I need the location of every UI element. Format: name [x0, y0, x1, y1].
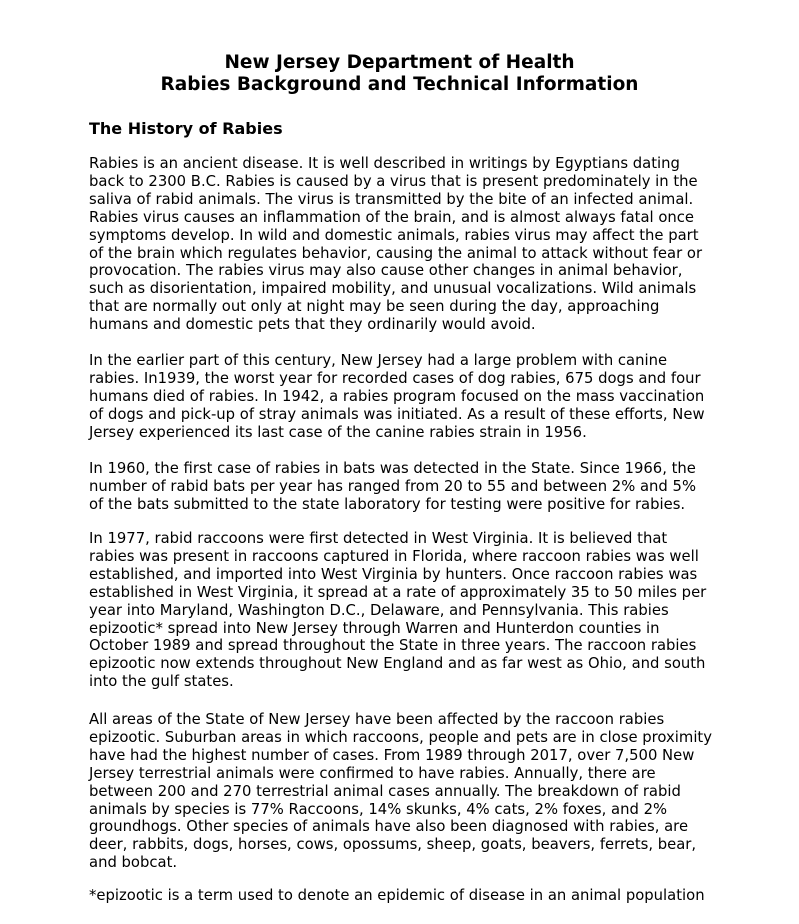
text-line: epizootic now extends throughout New England and as far west as Ohio, and south [89, 655, 706, 673]
text-line: All areas of the State of New Jersey have been affected by the raccoon rabies [89, 711, 665, 728]
text-line: provocation. The rabies virus may also cause other changes in animal behavior, [89, 262, 683, 280]
text-line: Rabies virus causes an inflammation of the brain, and is almost always fatal once [89, 208, 695, 226]
text-line: epizootic* spread into New Jersey through Warren and Hunterdon counties in [89, 619, 660, 637]
text-line: In 1960, the first case of rabies in bats was detected in the State. Since 1966, the [89, 460, 696, 477]
text-line: and bobcat. [89, 854, 178, 872]
title-line-1: New Jersey Department of Health [224, 52, 575, 73]
text-line: of the brain which regulates behavior, causing the animal to attack without fear or [89, 244, 703, 262]
text-line: established in West Virginia, it spread at a rate of approximately 35 to 50 miles per [89, 583, 707, 601]
paragraph-bat-rabies [89, 460, 711, 514]
text-line: of dogs and pick-up of stray animals was initiated. As a result of these efforts, New [89, 405, 705, 423]
text-line: back to 2300 B.C. Rabies is caused by a virus that is present predominately in the [89, 172, 698, 190]
text-line: have had the highest number of cases. From 1989 through 2017, over 7,500 New [89, 746, 695, 764]
section-heading: The History of Rabies [89, 119, 283, 138]
text-line: groundhogs. Other species of animals have also been diagnosed with rabies, are [89, 818, 689, 836]
footnote-epizootic [89, 887, 711, 905]
text-line: Rabies is an ancient disease. It is well described in writings by Egyptians dating [89, 155, 680, 172]
text-line: *epizootic is a term used to denote an epidemic of disease in an animal population [89, 887, 705, 904]
text-line: humans and domestic pets that they ordinarily would avoid. [89, 316, 536, 334]
text-line: symptoms develop. In wild and domestic animals, rabies virus may affect the part [89, 226, 699, 244]
text-line: that are normally out only at night may be seen during the day, approaching [89, 298, 660, 316]
text-line: epizootic. Suburban areas in which raccoons, people and pets are in close proximity [89, 728, 712, 746]
text-line: rabies was present in raccoons captured in Florida, where raccoon rabies was well [89, 547, 699, 565]
text-line: number of rabid bats per year has ranged from 20 to 55 and between 2% and 5% [89, 477, 697, 495]
paragraph-history-intro [89, 155, 711, 334]
text-line: deer, rabbits, dogs, horses, cows, opossums, sheep, goats, beavers, ferrets, bear, [89, 836, 697, 854]
text-line: humans died of rabies. In 1942, a rabies program focused on the mass vaccination [89, 387, 705, 405]
text-line: year into Maryland, Washington D.C., Delaware, and Pennsylvania. This rabies [89, 601, 669, 619]
title-line-2: Rabies Background and Technical Information [160, 74, 639, 95]
text-line: rabies. In1939, the worst year for recorded cases of dog rabies, 675 dogs and four [89, 369, 701, 387]
text-line: In the earlier part of this century, New Jersey had a large problem with canine [89, 352, 668, 369]
text-line: Jersey terrestrial animals were confirmed to have rabies. Annually, there are [89, 764, 656, 782]
text-line: saliva of rabid animals. The virus is transmitted by the bite of an infected animal. [89, 190, 694, 208]
paragraph-nj-cases [89, 711, 711, 872]
document-title [0, 52, 799, 96]
paragraph-raccoon-spread [89, 530, 711, 691]
text-line: animals by species is 77% Raccoons, 14% skunks, 4% cats, 2% foxes, and 2% [89, 800, 668, 818]
text-line: into the gulf states. [89, 673, 234, 691]
text-line: such as disorientation, impaired mobility, and unusual vocalizations. Wild animals [89, 280, 697, 298]
text-line: between 200 and 270 terrestrial animal cases annually. The breakdown of rabid [89, 782, 681, 800]
text-line: Jersey experienced its last case of the canine rabies strain in 1956. [89, 423, 587, 441]
text-line: In 1977, rabid raccoons were first detected in West Virginia. It is believed that [89, 530, 668, 547]
text-line: October 1989 and spread throughout the State in three years. The raccoon rabies [89, 637, 697, 655]
text-line: of the bats submitted to the state laboratory for testing were positive for rabies. [89, 495, 686, 513]
text-line: established, and imported into West Virginia by hunters. Once raccoon rabies was [89, 565, 698, 583]
paragraph-canine-rabies [89, 352, 711, 442]
